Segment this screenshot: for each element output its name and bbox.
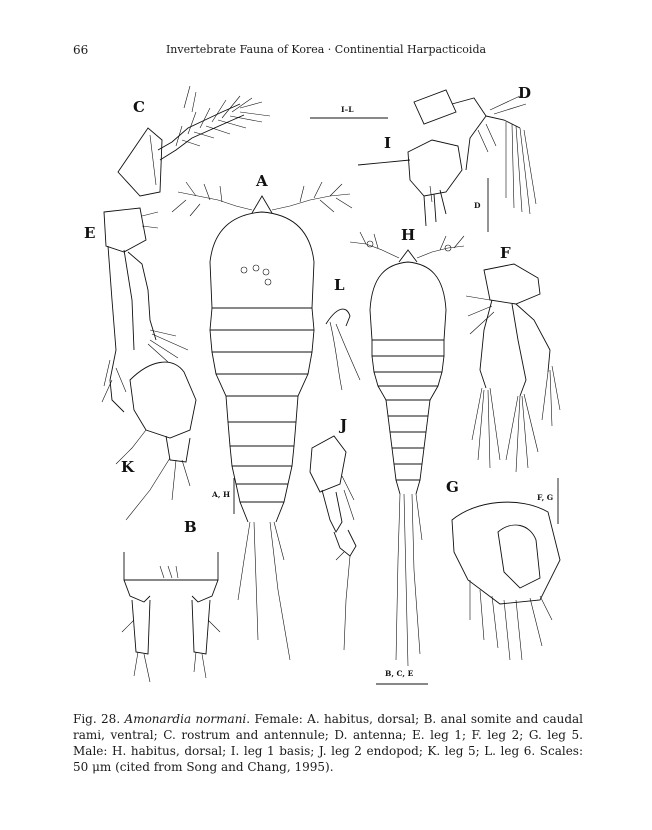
panel-label-i: I [384,134,392,152]
panel-g-drawing [452,502,560,660]
panel-h-drawing [350,232,464,666]
panel-label-f: F [500,244,511,262]
running-title: Invertebrate Fauna of Korea · Continential Harpacticoida [165,43,487,56]
panel-label-b: B [184,518,197,536]
scale-label-d: D [474,201,481,210]
panel-label-l: L [334,276,345,294]
figure-caption [73,711,583,775]
panel-label-k: K [121,458,135,476]
scale-label-fg: F, G [537,493,554,502]
panel-label-h: H [401,226,416,244]
panel-label-a: A [256,172,268,190]
panel-f-drawing [466,264,560,472]
caption-body: . Female: A. habitus, dorsal; B. anal somite and caudal rami, ventral; C. rostrum and antennule; D. antenna; E. leg 1; F. leg 2; G. leg 5. Male: H. habitus, dorsal; I. leg 1 basis; J. leg 2 endopod; K. leg 5; L. leg 6. Scales: 50 μm (cited from Song and Chang, 1995). [73,712,583,774]
caption-prefix: Fig. 28. [73,712,121,726]
panel-label-c: C [133,98,145,116]
scale-label-il: I–L [341,105,354,114]
panel-k-drawing [116,362,196,520]
panel-label-j: J [340,416,348,434]
panel-j-drawing [310,436,356,650]
panel-label-e: E [84,224,96,242]
panel-l-drawing [326,309,360,390]
panel-label-g: G [446,478,459,496]
panel-b-drawing [122,552,220,682]
scale-label-bce: B, C, E [385,669,414,678]
page-number: 66 [73,43,89,57]
panel-e-drawing [102,208,188,412]
panel-d-drawing [414,90,536,214]
panel-label-d: D [518,84,532,102]
caption-species: Amonardia normani [124,712,247,726]
panel-a-drawing [172,182,352,660]
scale-label-ah: A, H [212,490,231,499]
panel-i-drawing [358,140,462,226]
